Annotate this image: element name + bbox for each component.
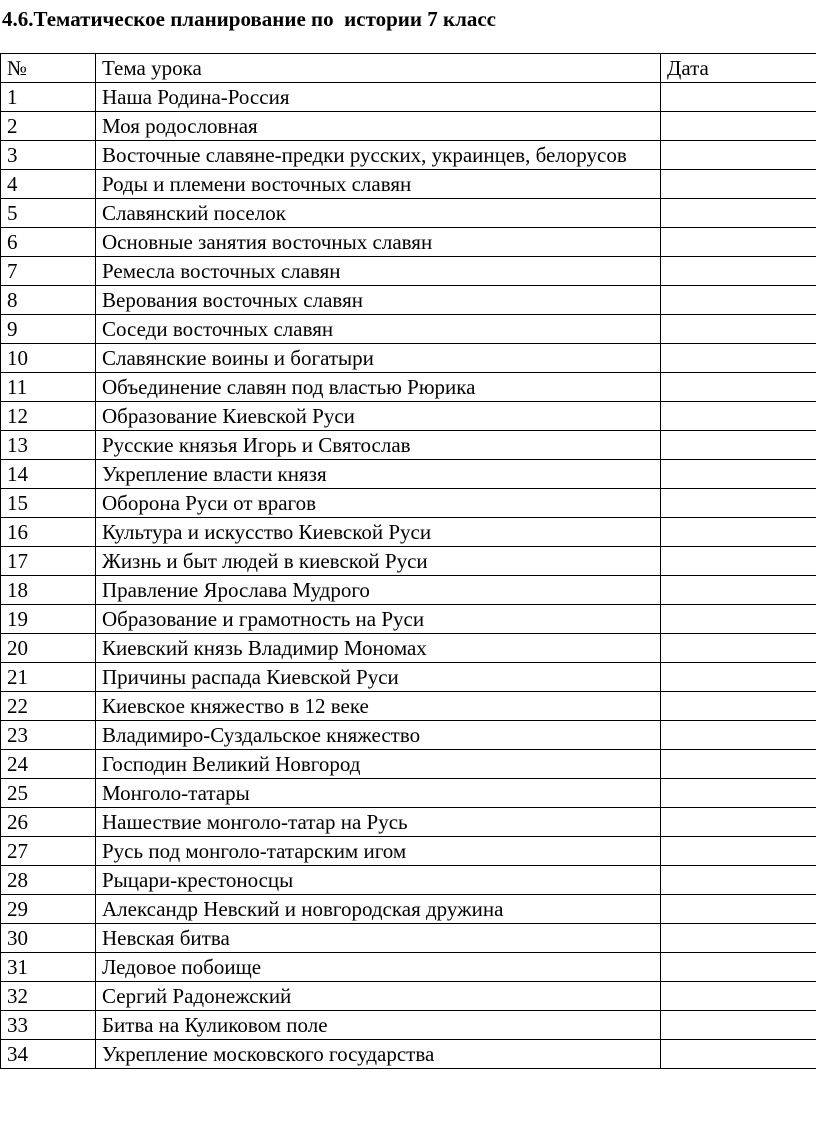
lesson-date-cell [661,634,816,663]
lesson-date-cell [661,373,816,402]
lesson-date-cell [661,721,816,750]
table-row [1,605,816,634]
lesson-topic-cell: Киевский князь Владимир Мономах [96,634,661,663]
lesson-date-cell [661,605,816,634]
lesson-number-cell: 25 [1,779,96,808]
lesson-number-cell: 28 [1,866,96,895]
lesson-number-cell: 16 [1,518,96,547]
table-row [1,837,816,866]
table-row [1,344,816,373]
table-row [1,286,816,315]
lesson-date-cell [661,1011,816,1040]
lesson-topic-cell: Причины распада Киевской Руси [96,663,661,692]
lesson-number-cell: 33 [1,1011,96,1040]
lesson-topic-cell: Нашествие монголо-татар на Русь [96,808,661,837]
lesson-topic-cell: Жизнь и быт людей в киевской Руси [96,547,661,576]
table-row [1,895,816,924]
lesson-topic-cell: Восточные славяне-предки русских, украинцев, белорусов [96,141,661,170]
lesson-number-cell: 5 [1,199,96,228]
lesson-number-cell: 8 [1,286,96,315]
lesson-date-cell [661,779,816,808]
table-row [1,1040,816,1069]
lesson-number-cell: 1 [1,83,96,112]
lesson-date-cell [661,924,816,953]
table-row [1,170,816,199]
lesson-date-cell [661,199,816,228]
lesson-number-cell: 17 [1,547,96,576]
lesson-topic-cell: Славянские воины и богатыри [96,344,661,373]
lesson-date-cell [661,402,816,431]
lesson-date-cell [661,489,816,518]
lesson-number-cell: 14 [1,460,96,489]
lesson-date-cell [661,866,816,895]
table-row [1,866,816,895]
table-row [1,83,816,112]
lesson-number-cell: 3 [1,141,96,170]
lesson-topic-cell: Укрепление московского государства [96,1040,661,1069]
table-row [1,518,816,547]
lesson-number-cell: 32 [1,982,96,1011]
lesson-date-cell [661,344,816,373]
lesson-topic-cell: Русские князья Игорь и Святослав [96,431,661,460]
table-row [1,924,816,953]
lesson-topic-cell: Господин Великий Новгород [96,750,661,779]
page-title: 4.6.Тематическое планирование по истории 7 класс [2,7,497,31]
table-row [1,808,816,837]
header-number: № [1,54,96,83]
lesson-number-cell: 20 [1,634,96,663]
table-row [1,199,816,228]
table-row [1,373,816,402]
lesson-topic-cell: Культура и искусство Киевской Руси [96,518,661,547]
lesson-number-cell: 30 [1,924,96,953]
lesson-number-cell: 2 [1,112,96,141]
table-row [1,141,816,170]
lesson-number-cell: 31 [1,953,96,982]
lesson-number-cell: 26 [1,808,96,837]
lesson-topic-cell: Русь под монголо-татарским игом [96,837,661,866]
table-row [1,779,816,808]
lesson-topic-cell: Моя родословная [96,112,661,141]
lesson-date-cell [661,257,816,286]
lesson-topic-cell: Правление Ярослава Мудрого [96,576,661,605]
lesson-topic-cell: Сергий Радонежский [96,982,661,1011]
lesson-date-cell [661,315,816,344]
header-topic: Тема урока [96,54,661,83]
lesson-topic-cell: Ремесла восточных славян [96,257,661,286]
lesson-topic-cell: Укрепление власти князя [96,460,661,489]
table-row [1,634,816,663]
lesson-date-cell [661,83,816,112]
table-row [1,460,816,489]
lesson-topic-cell: Рыцари-крестоносцы [96,866,661,895]
lesson-topic-cell: Верования восточных славян [96,286,661,315]
table-row [1,1011,816,1040]
table-row [1,576,816,605]
lesson-number-cell: 4 [1,170,96,199]
table-row [1,547,816,576]
table-row [1,982,816,1011]
lesson-topic-cell: Объединение славян под властью Рюрика [96,373,661,402]
lesson-date-cell [661,286,816,315]
lesson-date-cell [661,460,816,489]
lesson-number-cell: 27 [1,837,96,866]
lesson-date-cell [661,170,816,199]
lesson-number-cell: 22 [1,692,96,721]
lesson-number-cell: 10 [1,344,96,373]
table-row [1,692,816,721]
lesson-number-cell: 21 [1,663,96,692]
lesson-topic-cell: Славянский поселок [96,199,661,228]
table-row [1,402,816,431]
lesson-number-cell: 34 [1,1040,96,1069]
lesson-date-cell [661,982,816,1011]
lesson-date-cell [661,141,816,170]
table-row [1,663,816,692]
lesson-date-cell [661,112,816,141]
lesson-number-cell: 6 [1,228,96,257]
lesson-topic-cell: Роды и племени восточных славян [96,170,661,199]
lesson-number-cell: 15 [1,489,96,518]
lesson-topic-cell: Наша Родина-Россия [96,83,661,112]
lesson-number-cell: 12 [1,402,96,431]
lesson-topic-cell: Образование Киевской Руси [96,402,661,431]
table-header-row [1,54,816,83]
table-row [1,257,816,286]
table-row [1,228,816,257]
table-row [1,112,816,141]
lesson-topic-cell: Основные занятия восточных славян [96,228,661,257]
lesson-number-cell: 18 [1,576,96,605]
lesson-number-cell: 9 [1,315,96,344]
lesson-topic-cell: Владимиро-Суздальское княжество [96,721,661,750]
lesson-topic-cell: Оборона Руси от врагов [96,489,661,518]
lesson-date-cell [661,663,816,692]
table-body [1,83,816,1069]
lesson-topic-cell: Образование и грамотность на Руси [96,605,661,634]
lesson-date-cell [661,547,816,576]
lesson-plan-table [0,53,816,1069]
lesson-topic-cell: Невская битва [96,924,661,953]
lesson-topic-cell: Ледовое побоище [96,953,661,982]
lesson-date-cell [661,576,816,605]
lesson-date-cell [661,518,816,547]
lesson-topic-cell: Битва на Куликовом поле [96,1011,661,1040]
lesson-number-cell: 7 [1,257,96,286]
lesson-number-cell: 23 [1,721,96,750]
header-date: Дата [661,54,816,83]
table-row [1,721,816,750]
lesson-topic-cell: Монголо-татары [96,779,661,808]
lesson-date-cell [661,692,816,721]
table-row [1,750,816,779]
lesson-number-cell: 11 [1,373,96,402]
table-row [1,489,816,518]
lesson-topic-cell: Соседи восточных славян [96,315,661,344]
table-row [1,431,816,460]
lesson-date-cell [661,1040,816,1069]
lesson-number-cell: 24 [1,750,96,779]
lesson-date-cell [661,431,816,460]
lesson-date-cell [661,750,816,779]
table-row [1,315,816,344]
lesson-date-cell [661,808,816,837]
lesson-date-cell [661,953,816,982]
lesson-number-cell: 29 [1,895,96,924]
lesson-date-cell [661,228,816,257]
table-row [1,953,816,982]
lesson-date-cell [661,837,816,866]
lesson-date-cell [661,895,816,924]
lesson-topic-cell: Киевское княжество в 12 веке [96,692,661,721]
lesson-topic-cell: Александр Невский и новгородская дружина [96,895,661,924]
lesson-number-cell: 19 [1,605,96,634]
lesson-number-cell: 13 [1,431,96,460]
